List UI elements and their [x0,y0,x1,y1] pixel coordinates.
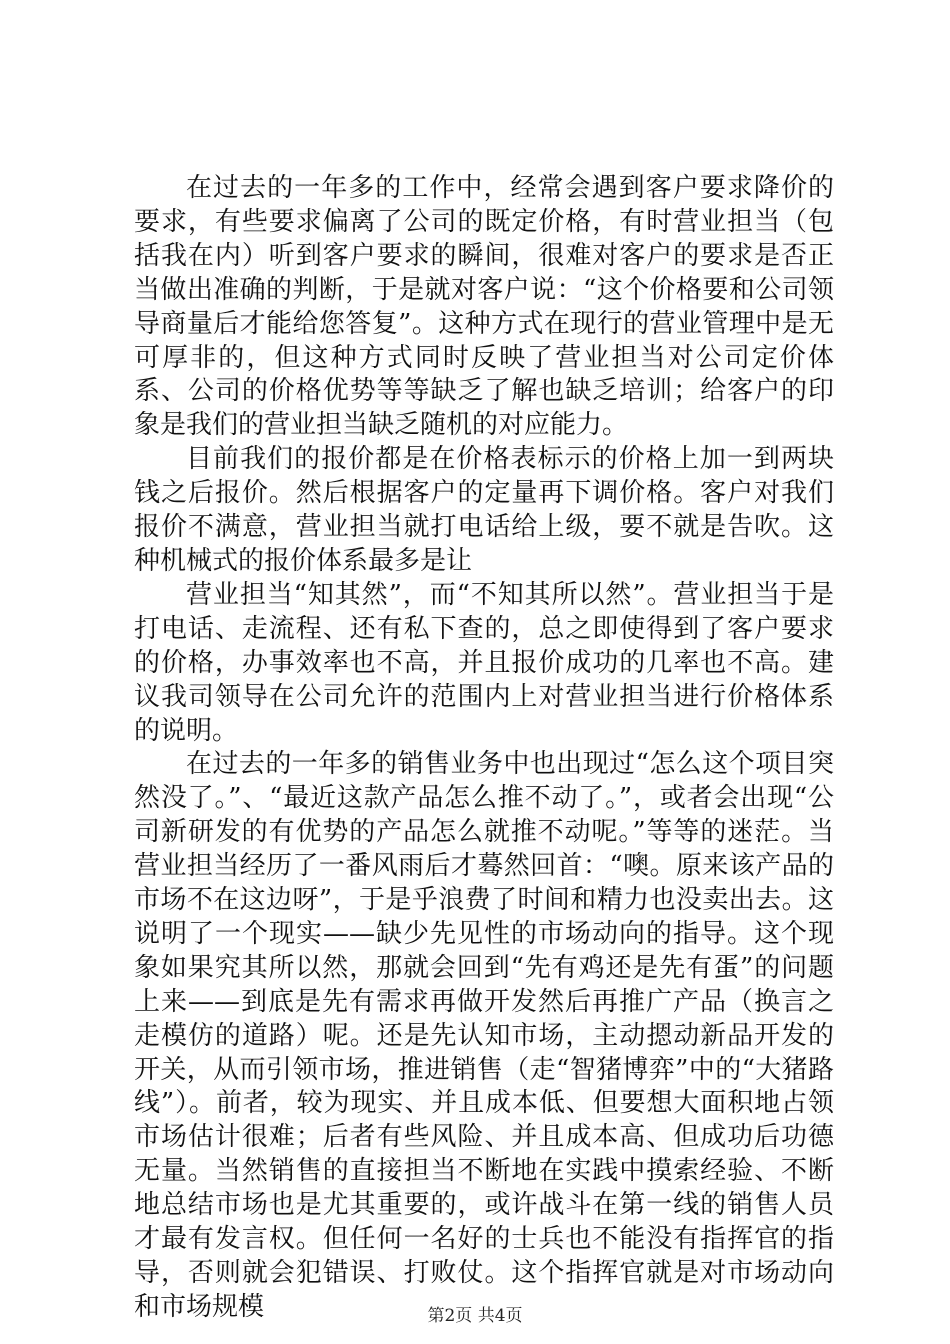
paragraph-4: 在过去的一年多的销售业务中也出现过“怎么这个项目突然没了。”、“最近这款产品怎么推不动了。”，或者会出现“公司新研发的有优势的产品怎么就推不动呢。”等等的迷茫。当营业担当经历了一番风雨后才蓦然回首：“噢。原来该产品的市场不在这边呀”，于是乎浪费了时间和精力也没卖出去。这说明了一个现实——缺少先见性的市场动向的指导。这个现象如果究其所以然，那就会回到“先有鸡还是先有蛋”的问题上来——到底是先有需求再做开发然后再推广产品（换言之走模仿的道路）呢。还是先认知市场，主动摁动新品开发的开关，从而引领市场，推进销售（走“智猪博弈”中的“大猪路线”）。前者，较为现实、并且成本低、但要想大面积地占领市场估计很难；后者有些风险、并且成本高、但成功后功德无量。当然销售的直接担当不断地在实践中摸索经验、不断地总结市场也是尤其重要的，或许战斗在第一线的销售人员才最有发言权。但任何一名好的士兵也不能没有指挥官的指导，否则就会犯错误、打败仗。这个指挥官就是对市场动向和市场规模 [134,749,834,1322]
body-text [134,172,834,1325]
paragraph-3: 营业担当“知其然”，而“不知其所以然”。营业担当于是打电话、走流程、还有私下查的，总之即使得到了客户要求的价格，办事效率也不高，并且报价成功的几率也不高。建议我司领导在公司允许的范围内上对营业担当进行价格体系的说明。 [134,579,834,746]
page-number-footer: 第2页 共4页 [427,1306,523,1326]
paragraph-2: 目前我们的报价都是在价格表标示的价格上加一到两块钱之后报价。然后根据客户的定量再下调价格。客户对我们报价不满意，营业担当就打电话给上级，要不就是告吹。这种机械式的报价体系最多是让 [134,444,834,576]
paragraph-1: 在过去的一年多的工作中，经常会遇到客户要求降价的要求，有些要求偏离了公司的既定价格，有时营业担当（包括我在内）听到客户要求的瞬间，很难对客户的要求是否正当做出准确的判断，于是就对客户说：“这个价格要和公司领导商量后才能给您答复”。这种方式在现行的营业管理中是无可厚非的，但这种方式同时反映了营业担当对公司定价体系、公司的价格优势等等缺乏了解也缺乏培训；给客户的印象是我们的营业担当缺乏随机的对应能力。 [134,173,834,441]
